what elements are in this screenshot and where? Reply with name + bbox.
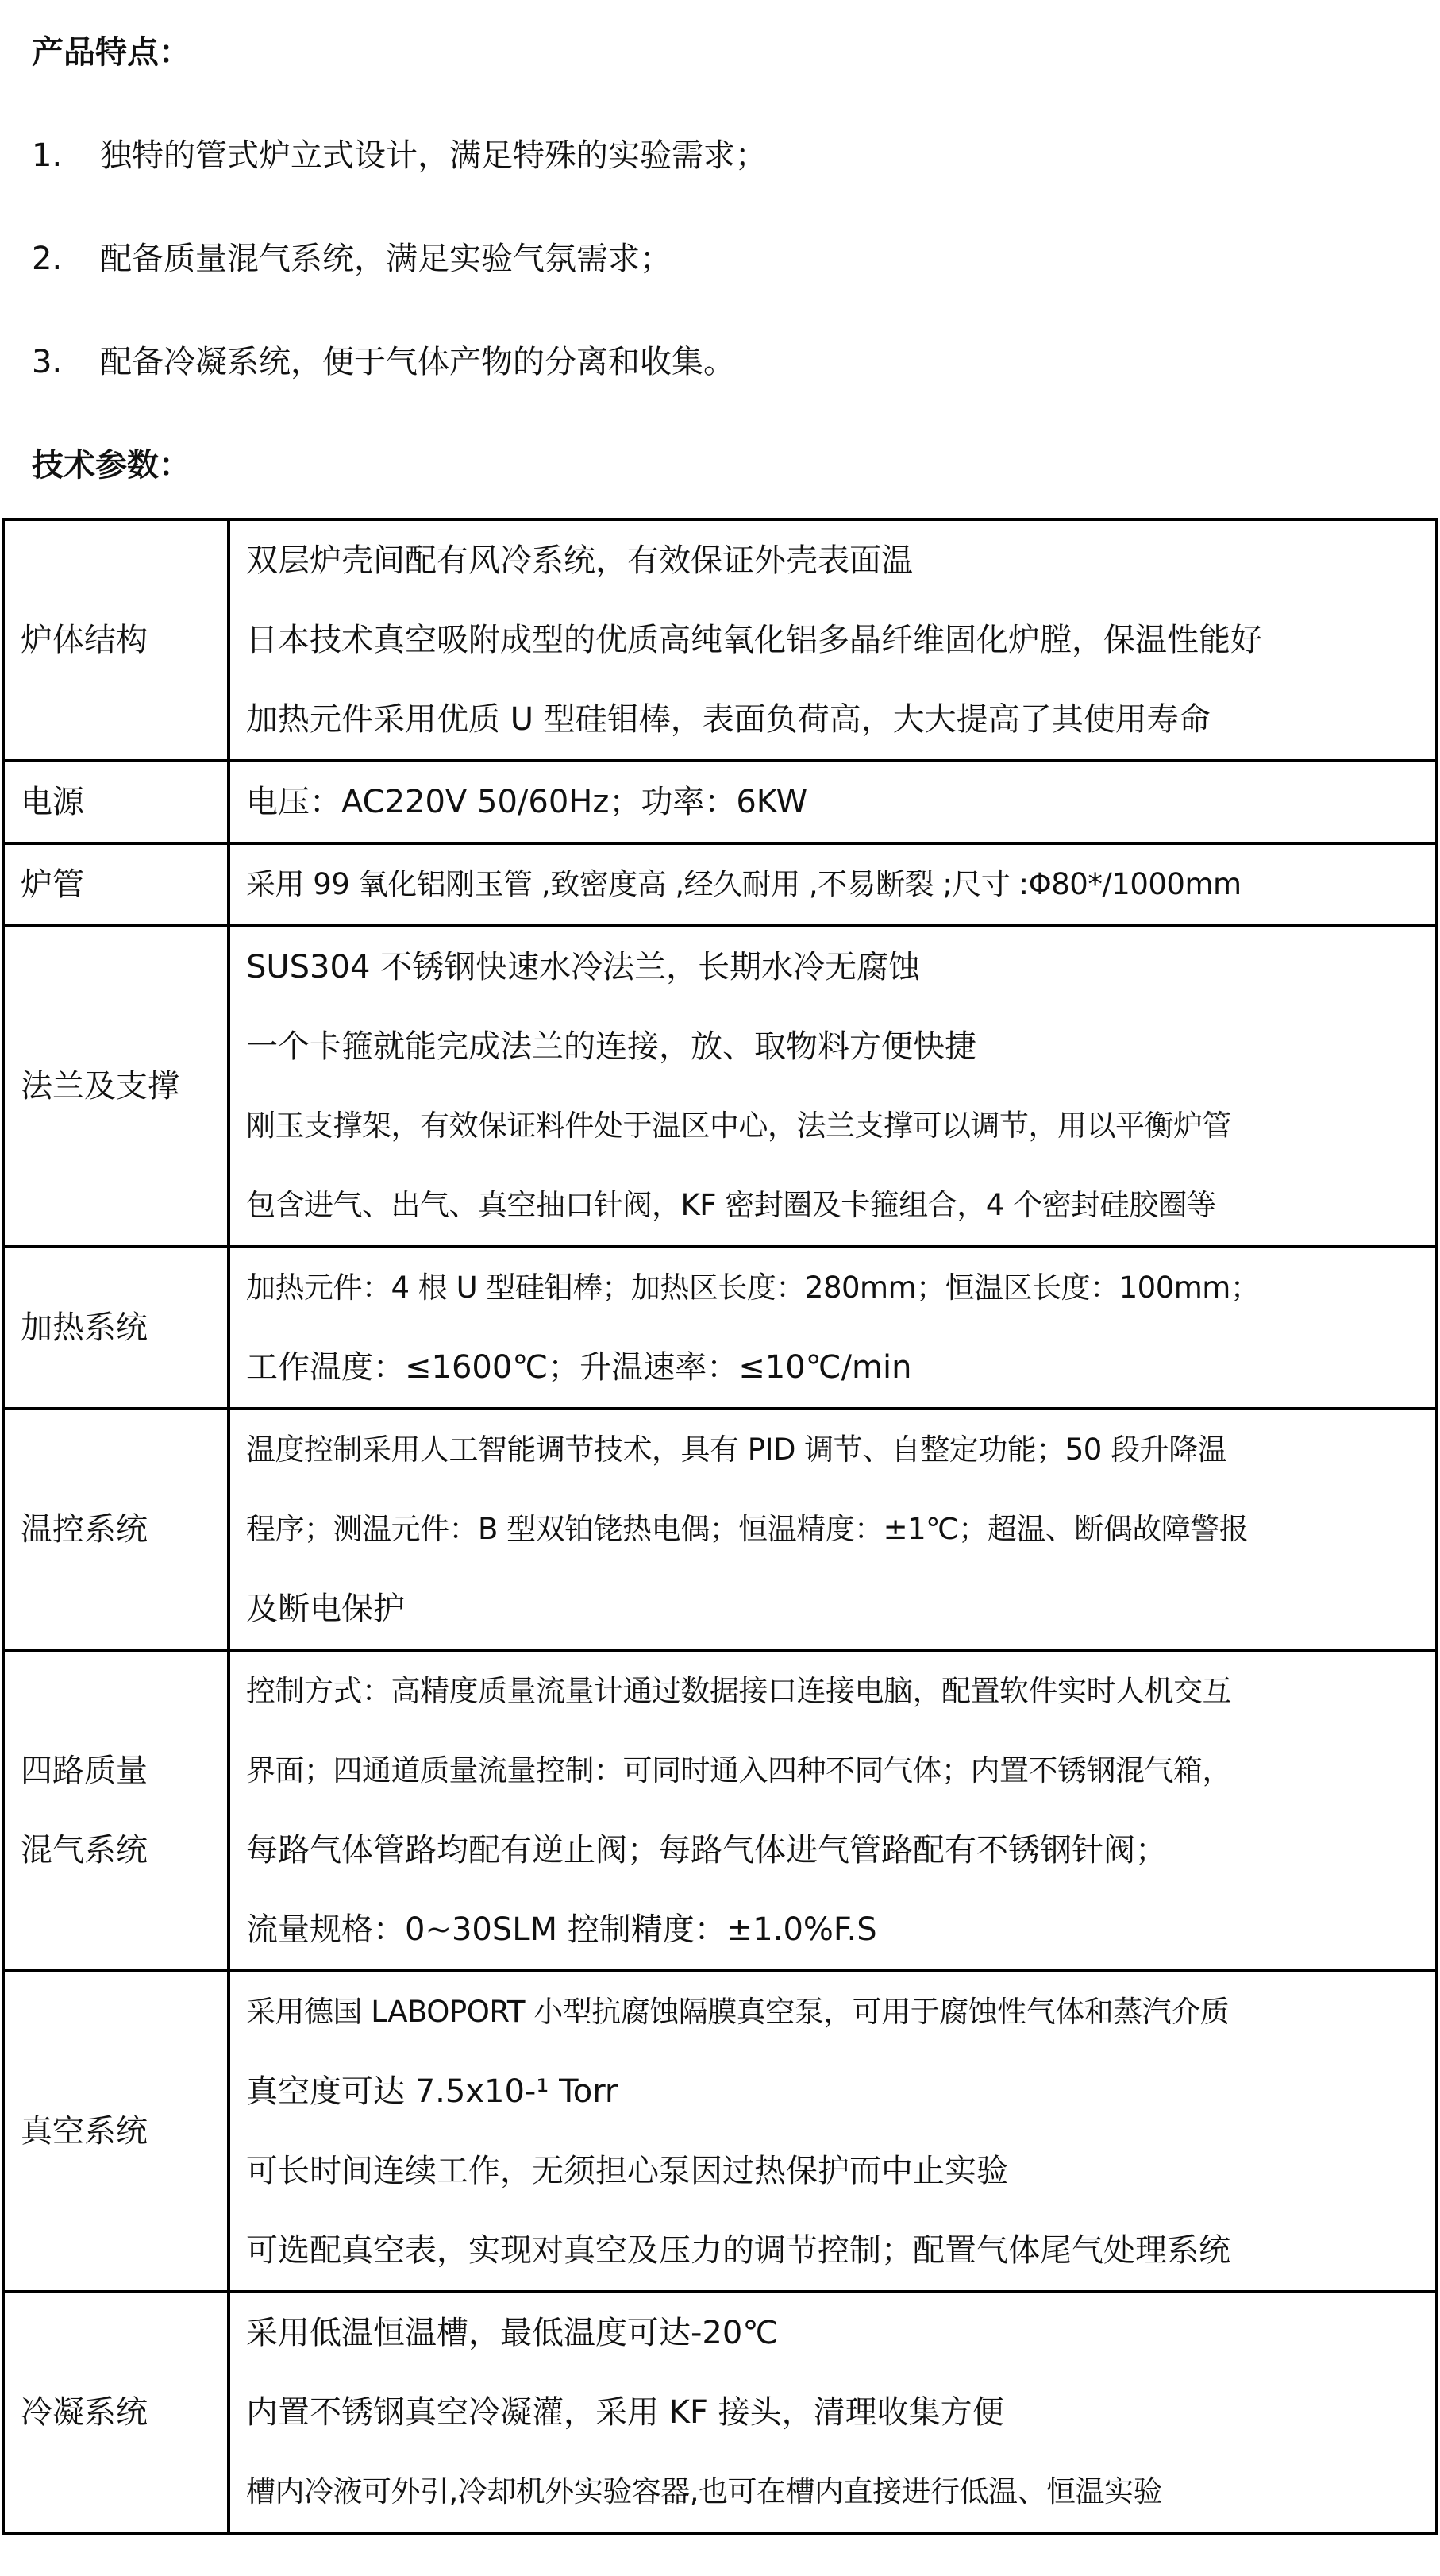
spec-line: 加热元件采用优质 U 型硅钼棒，表面负荷高，大大提高了其使用寿命: [246, 701, 1211, 738]
table-row: [3, 2292, 1437, 2533]
table-row: [3, 1650, 1437, 1971]
spec-content-cell: [229, 926, 1437, 1247]
spec-line: 工作温度：≤1600℃；升温速率：≤10℃/min: [246, 1349, 912, 1386]
spec-label: 冷凝系统: [21, 2394, 148, 2431]
spec-line: 流量规格：0~30SLM 控制精度：±1.0%F.S: [246, 1911, 877, 1948]
spec-line: 双层炉壳间配有风冷系统，有效保证外壳表面温: [246, 542, 913, 579]
feature-item: [32, 338, 735, 386]
spec-line: 刚玉支撑架，有效保证料件处于温区中心，法兰支撑可以调节，用以平衡炉管: [246, 1109, 1231, 1143]
spec-label: 四路质量: [21, 1753, 148, 1789]
spec-label-cell: [3, 1971, 229, 2292]
spec-table: [2, 518, 1438, 2535]
spec-line: 内置不锈钢真空冷凝灌，采用 KF 接头，清理收集方便: [246, 2394, 1004, 2431]
spec-label-cell: [3, 843, 229, 926]
table-row: [3, 1409, 1437, 1650]
spec-content-cell: [229, 843, 1437, 926]
feature-number: 2.: [32, 241, 63, 277]
specs-heading: 技术参数：: [32, 447, 191, 484]
table-row: [3, 519, 1437, 761]
spec-label: 加热系统: [21, 1309, 148, 1346]
table-row: [3, 926, 1437, 1247]
spec-label: 温控系统: [21, 1511, 148, 1548]
spec-label: 真空系统: [21, 2113, 148, 2150]
features-heading: 产品特点：: [32, 34, 191, 71]
spec-label: 电源: [21, 784, 84, 820]
spec-line: SUS304 不锈钢快速水冷法兰，长期水冷无腐蚀: [246, 949, 921, 985]
spec-label-cell: [3, 1650, 229, 1971]
spec-line: 程序；测温元件：B 型双铂铑热电偶；恒温精度：±1℃；超温、断偶故障警报: [246, 1512, 1249, 1546]
spec-content-cell: [229, 1650, 1437, 1971]
feature-text: 配备质量混气系统，满足实验气氛需求；: [100, 241, 672, 277]
spec-line: 可长时间连续工作，无须担心泵因过热保护而中止实验: [246, 2153, 1008, 2189]
spec-line: 槽内冷液可外引,冷却机外实验容器,也可在槽内直接进行低温、恒温实验: [246, 2474, 1163, 2509]
spec-label-cell: [3, 2292, 229, 2533]
spec-label-cell: [3, 519, 229, 761]
spec-line: 真空度可达 7.5x10-¹ Torr: [246, 2073, 618, 2110]
spec-line: 及断电保护: [246, 1591, 405, 1627]
spec-line: 一个卡箍就能完成法兰的连接，放、取物料方便快捷: [246, 1028, 976, 1065]
spec-content-cell: [229, 1409, 1437, 1650]
feature-item: [32, 132, 767, 179]
spec-label-cell: [3, 926, 229, 1247]
spec-line: 每路气体管路均配有逆止阀；每路气体进气管路配有不锈钢针阀；: [246, 1832, 1167, 1868]
table-row: [3, 1971, 1437, 2292]
spec-content-cell: [229, 519, 1437, 761]
spec-label-cell: [3, 1247, 229, 1409]
spec-line: 采用低温恒温槽，最低温度可达-20℃: [246, 2315, 779, 2351]
spec-line: 采用德国 LABOPORT 小型抗腐蚀隔膜真空泵，可用于腐蚀性气体和蒸汽介质: [246, 1995, 1230, 2029]
spec-line: 日本技术真空吸附成型的优质高纯氧化铝多晶纤维固化炉膛，保温性能好: [246, 622, 1262, 658]
spec-line: 温度控制采用人工智能调节技术，具有 PID 调节、自整定功能；50 段升降温: [246, 1433, 1227, 1467]
spec-content-cell: [229, 761, 1437, 843]
table-row: [3, 843, 1437, 926]
feature-number: 3.: [32, 344, 63, 380]
feature-text: 配备冷凝系统，便于气体产物的分离和收集。: [100, 344, 735, 380]
spec-label-cell: [3, 1409, 229, 1650]
spec-label: 炉体结构: [21, 622, 148, 658]
spec-content-cell: [229, 1971, 1437, 2292]
feature-text: 独特的管式炉立式设计，满足特殊的实验需求；: [100, 137, 767, 174]
spec-line: 可选配真空表，实现对真空及压力的调节控制；配置气体尾气处理系统: [246, 2232, 1230, 2269]
table-row: [3, 1247, 1437, 1409]
spec-line: 加热元件：4 根 U 型硅钼棒；加热区长度：280mm；恒温区长度：100mm；: [246, 1271, 1260, 1305]
spec-content-cell: [229, 1247, 1437, 1409]
feature-number: 1.: [32, 137, 63, 174]
spec-line: 采用 99 氧化铝刚玉管 ,致密度高 ,经久耐用 ,不易断裂 ;尺寸 :Φ80*/1000mm: [246, 867, 1242, 901]
spec-line: 包含进气、出气、真空抽口针阀，KF 密封圈及卡箍组合，4 个密封硅胶圈等: [246, 1188, 1216, 1222]
spec-line: 电压：AC220V 50/60Hz；功率：6KW: [246, 784, 808, 820]
feature-item: [32, 235, 672, 283]
spec-line: 控制方式：高精度质量流量计通过数据接口连接电脑，配置软件实时人机交互: [246, 1674, 1231, 1708]
spec-label: 法兰及支撑: [21, 1068, 179, 1105]
spec-label: 混气系统: [21, 1832, 148, 1868]
table-row: [3, 761, 1437, 843]
spec-label: 炉管: [21, 866, 84, 903]
spec-line: 界面；四通道质量流量控制：可同时通入四种不同气体；内置不锈钢混气箱，: [246, 1753, 1231, 1787]
spec-label-cell: [3, 761, 229, 843]
spec-content-cell: [229, 2292, 1437, 2533]
